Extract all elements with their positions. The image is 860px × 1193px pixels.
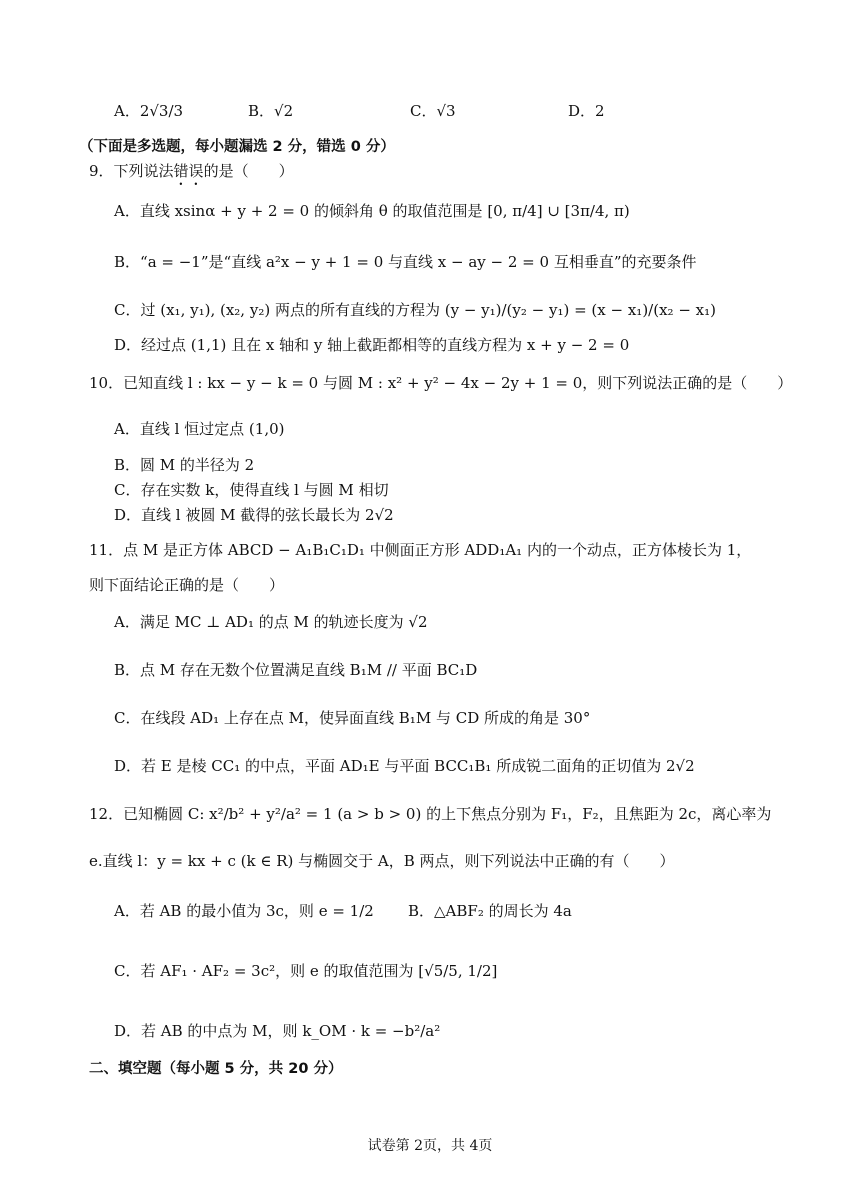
- q12-stem-line1: 12．已知椭圆 C: x²/b² + y²/a² = 1 (a > b > 0) 的上下焦点分别为 F₁，F₂，且焦距为 2c，离心率为: [89, 805, 772, 823]
- q10-option-c: C．存在实数 k，使得直线 l 与圆 M 相切: [114, 481, 389, 499]
- q9-stem-pre: 9．下列说法: [89, 162, 174, 180]
- q11-stem-line1: 11．点 M 是正方体 ABCD − A₁B₁C₁D₁ 中侧面正方形 ADD₁A₁ 内的一个动点，正方体棱长为 1，: [89, 541, 752, 559]
- q10-option-d: D．直线 l 被圆 M 截得的弦长最长为 2√2: [114, 506, 394, 524]
- q8-option-a: A．2√3/3: [114, 102, 184, 120]
- q12-stem-line2: e.直线 l：y = kx + c (k ∈ R) 与椭圆交于 A，B 两点，则下列说法中正确的有（ ）: [89, 852, 675, 870]
- page-footer: 试卷第 2页，共 4页: [367, 1138, 493, 1154]
- q12-option-c: C．若 AF₁ · AF₂ = 3c²，则 e 的取值范围为 [√5/5, 1/2]: [114, 962, 498, 980]
- q11-option-d: D．若 E 是棱 CC₁ 的中点，平面 AD₁E 与平面 BCC₁B₁ 所成锐二面角的正切值为 2√2: [114, 757, 695, 775]
- q9-stem: [89, 160, 294, 189]
- q9-option-c: C．过 (x₁, y₁), (x₂, y₂) 两点的所有直线的方程为 (y − y₁)/(y₂ − y₁) = (x − x₁)/(x₂ − x₁): [114, 301, 716, 319]
- q11-stem-line2: 则下面结论正确的是（ ）: [89, 576, 285, 594]
- q11-option-a: A．满足 MC ⊥ AD₁ 的点 M 的轨迹长度为 √2: [114, 613, 428, 631]
- q8-option-d: D．2: [568, 102, 605, 120]
- q11-option-b: B．点 M 存在无数个位置满足直线 B₁M // 平面 BC₁D: [114, 661, 478, 679]
- q9-option-b: B．“a = −1”是“直线 a²x − y + 1 = 0 与直线 x − ay − 2 = 0 互相垂直”的充要条件: [114, 253, 697, 271]
- q10-option-b: B．圆 M 的半径为 2: [114, 456, 255, 474]
- section-fill-in-heading: 二、填空题（每小题 5 分，共 20 分）: [89, 1061, 343, 1077]
- q8-option-b: B．√2: [248, 102, 294, 120]
- q10-option-a: A．直线 l 恒过定点 (1,0): [114, 420, 285, 438]
- q12-option-a: A．若 AB 的最小值为 3c，则 e = 1/2: [114, 902, 374, 920]
- q9-option-a: A．直线 xsinα + y + 2 = 0 的倾斜角 θ 的取值范围是 [0, π/4] ∪ [3π/4, π): [114, 202, 630, 220]
- q9-stem-post: 的是（ ）: [203, 162, 294, 180]
- q10-stem: 10．已知直线 l : kx − y − k = 0 与圆 M : x² + y² − 4x − 2y + 1 = 0，则下列说法正确的是（ ）: [89, 374, 793, 392]
- q12-option-b: B．△ABF₂ 的周长为 4a: [408, 902, 572, 920]
- q9-stem-emphasis: 错误: [173, 162, 204, 180]
- q11-option-c: C．在线段 AD₁ 上存在点 M，使异面直线 B₁M 与 CD 所成的角是 30°: [114, 709, 591, 727]
- q12-option-d: D．若 AB 的中点为 M，则 k_OM · k = −b²/a²: [114, 1022, 441, 1040]
- multi-choice-note: （下面是多选题，每小题漏选 2 分，错选 0 分）: [79, 139, 395, 155]
- q8-option-c: C．√3: [410, 102, 456, 120]
- q9-option-d: D．经过点 (1,1) 且在 x 轴和 y 轴上截距都相等的直线方程为 x + y − 2 = 0: [114, 336, 630, 354]
